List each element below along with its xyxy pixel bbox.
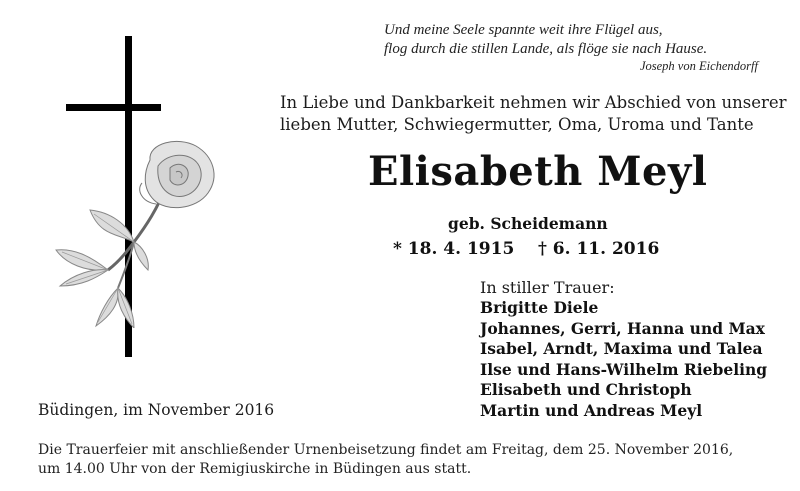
quote-line-2: flog durch die stillen Lande, als flöge sie nach Hause. [384, 41, 708, 57]
funeral-line-2: um 14.00 Uhr von der Remigiuskirche in Büdingen aus statt. [38, 461, 472, 477]
maiden-name: geb. Scheidemann [448, 214, 608, 233]
intro-line-1: In Liebe und Dankbarkeit nehmen wir Abschied von unserer [280, 93, 787, 112]
mourner-name: Brigitte Diele [480, 298, 599, 317]
funeral-line-1: Die Trauerfeier mit anschließender Urnenbeisetzung findet am Freitag, dem 25. November 2016, [38, 442, 734, 458]
cross-horizontal-bar [66, 104, 161, 111]
quote-line-1: Und meine Seele spannte weit ihre Flügel aus, [384, 22, 663, 38]
birth-date: * 18. 4. 1915 [393, 239, 515, 259]
mourner-name: Isabel, Arndt, Maxima und Talea [480, 339, 763, 358]
rose-icon [38, 138, 228, 328]
intro-line-2: lieben Mutter, Schwiegermutter, Oma, Uroma und Tante [280, 115, 754, 134]
deceased-name: Elisabeth Meyl [368, 148, 708, 195]
mourner-name: Johannes, Gerri, Hanna und Max [480, 318, 765, 338]
mourner-name: Elisabeth und Christoph [480, 380, 692, 399]
death-date: † 6. 11. 2016 [538, 239, 660, 259]
mourning-heading: In stiller Trauer: [480, 278, 615, 297]
mourner-name: Ilse und Hans-Wilhelm Riebeling [480, 359, 768, 379]
place-date: Büdingen, im November 2016 [38, 401, 275, 419]
mourner-name: Martin und Andreas Meyl [480, 400, 703, 420]
mourners-list [480, 298, 767, 421]
quote-author: Joseph von Eichendorff [639, 59, 758, 73]
